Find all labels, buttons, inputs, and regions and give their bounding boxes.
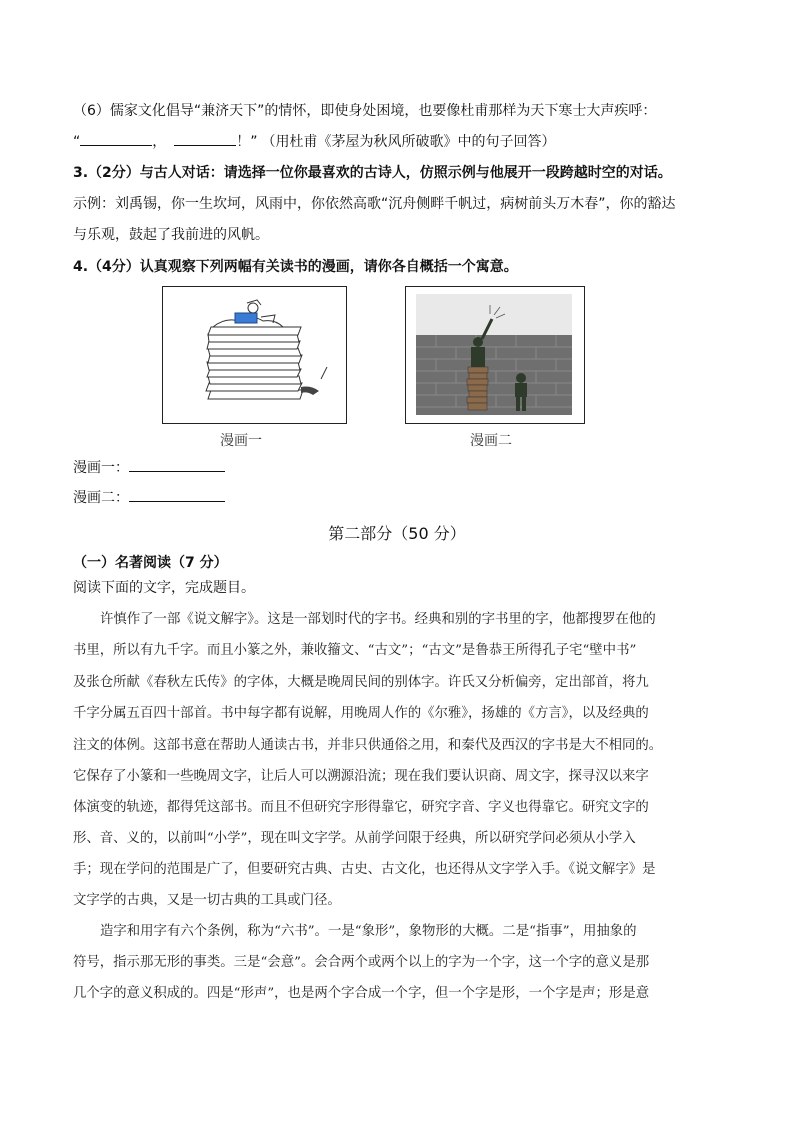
passage-line: 符号，指示那无形的事类。三是“会意”。会合两个或两个以上的字为一个字，这一个字的意义是那 [73,955,650,970]
cartoon-2-caption: 漫画二 [470,433,512,449]
question-3-text: 3.（2分）与古人对话：请选择一位你最喜欢的古诗人，仿照示例与他展开一段跨越时空的对话。 [73,165,672,181]
passage-line: 形、音、义的，以前叫“小学”，现在叫文字学。从前学问限于经典，所以研究学问必须从小学入 [73,831,636,846]
comma: ， [152,134,167,150]
answer-cartoon-1-label: 漫画一： [73,460,129,476]
passage-line: 造字和用字有六个条例，称为“六书”。一是“象形”，象物形的大概。二是“指事”，用抽象的 [100,924,637,939]
answer-cartoon-1-blank[interactable] [129,457,225,472]
cartoon-1-caption: 漫画一 [220,433,262,449]
cartoon-1-image [163,287,346,423]
question-3-prompt [73,163,672,183]
question-2-6-answer-line [73,131,556,152]
answer-cartoon-2-blank[interactable] [129,487,225,502]
passage-line: 体演变的轨迹，都得凭这部书。而且不但研究字形得靠它，研究字音、字义也得靠它。研究文字的 [73,800,649,815]
passage-line: 几个字的意义积成的。四是“形声”，也是两个字合成一个字，但一个字是形，一个字是声；形是意 [73,986,650,1001]
passage-line: 书里，所以有九千字。而且小篆之外，兼收籀文、“古文”；“古文”是鲁恭王所得孔子宅“壁中书” [73,643,637,658]
question-4-prompt: 4.（4分）认真观察下列两幅有关读书的漫画，请你各自概括一个寓意。 [73,259,518,275]
passage-line: 及张仓所献《春秋左氏传》的字体，大概是晚周民间的别体字。许氏又分析偏旁，定出部首，将九 [73,675,649,690]
cartoon-2-image [406,287,584,423]
answer-cartoon-2-label: 漫画二： [73,490,129,506]
cartoon-1-frame [162,286,347,424]
quote-open: “ [73,134,81,150]
cartoon-2-frame [405,286,585,424]
answer-blank-1[interactable] [80,131,152,146]
exclaim: ！” [236,134,258,150]
question-note: （用杜甫《茅屋为秋风所破歌》中的句子回答） [261,134,556,150]
passage-line: 手；现在学问的范围是广了，但要研究古典、古史、古文化，也还得从文字学入手。《说文解字》是 [73,862,656,877]
part-2-heading: 第二部分（50 分） [328,524,466,543]
section-1-heading: （一）名著阅读（7 分） [73,555,228,571]
passage-line: 许慎作了一部《说文解字》。这是一部划时代的字书。经典和别的字书里的字，他都搜罗在他的 [100,612,656,627]
answer-cartoon-1 [73,457,225,478]
passage-line: 它保存了小篆和一些晚周文字，让后人可以溯源沿流；现在我们要认识商、周文字，探寻汉以来字 [73,769,649,784]
question-3-example: 示例：刘禹锡，你一生坎坷，风雨中，你依然高歌“沉舟侧畔千帆过，病树前头万木春”，你的豁达 [73,196,676,212]
reading-instruction: 阅读下面的文字，完成题目。 [73,580,255,596]
question-3-example-end: 与乐观，鼓起了我前进的风帆。 [73,227,269,243]
answer-blank-2[interactable] [174,131,236,146]
passage-line: 注文的体例。这部书意在帮助人通读古书，并非只供通俗之用，和秦代及西汉的字书是大不相同的。 [73,738,663,753]
answer-cartoon-2 [73,487,225,508]
passage-line: 文字学的古典，又是一切古典的工具或门径。 [73,893,341,908]
passage-line: 千字分属五百四十部首。书中每字都有说解，用晚周人作的《尔雅》，扬雄的《方言》，以及经典的 [73,706,649,721]
question-2-6-line1: （6）儒家文化倡导“兼济天下”的情怀，即使身处困境，也要像杜甫那样为天下寒士大声疾呼： [73,103,657,119]
